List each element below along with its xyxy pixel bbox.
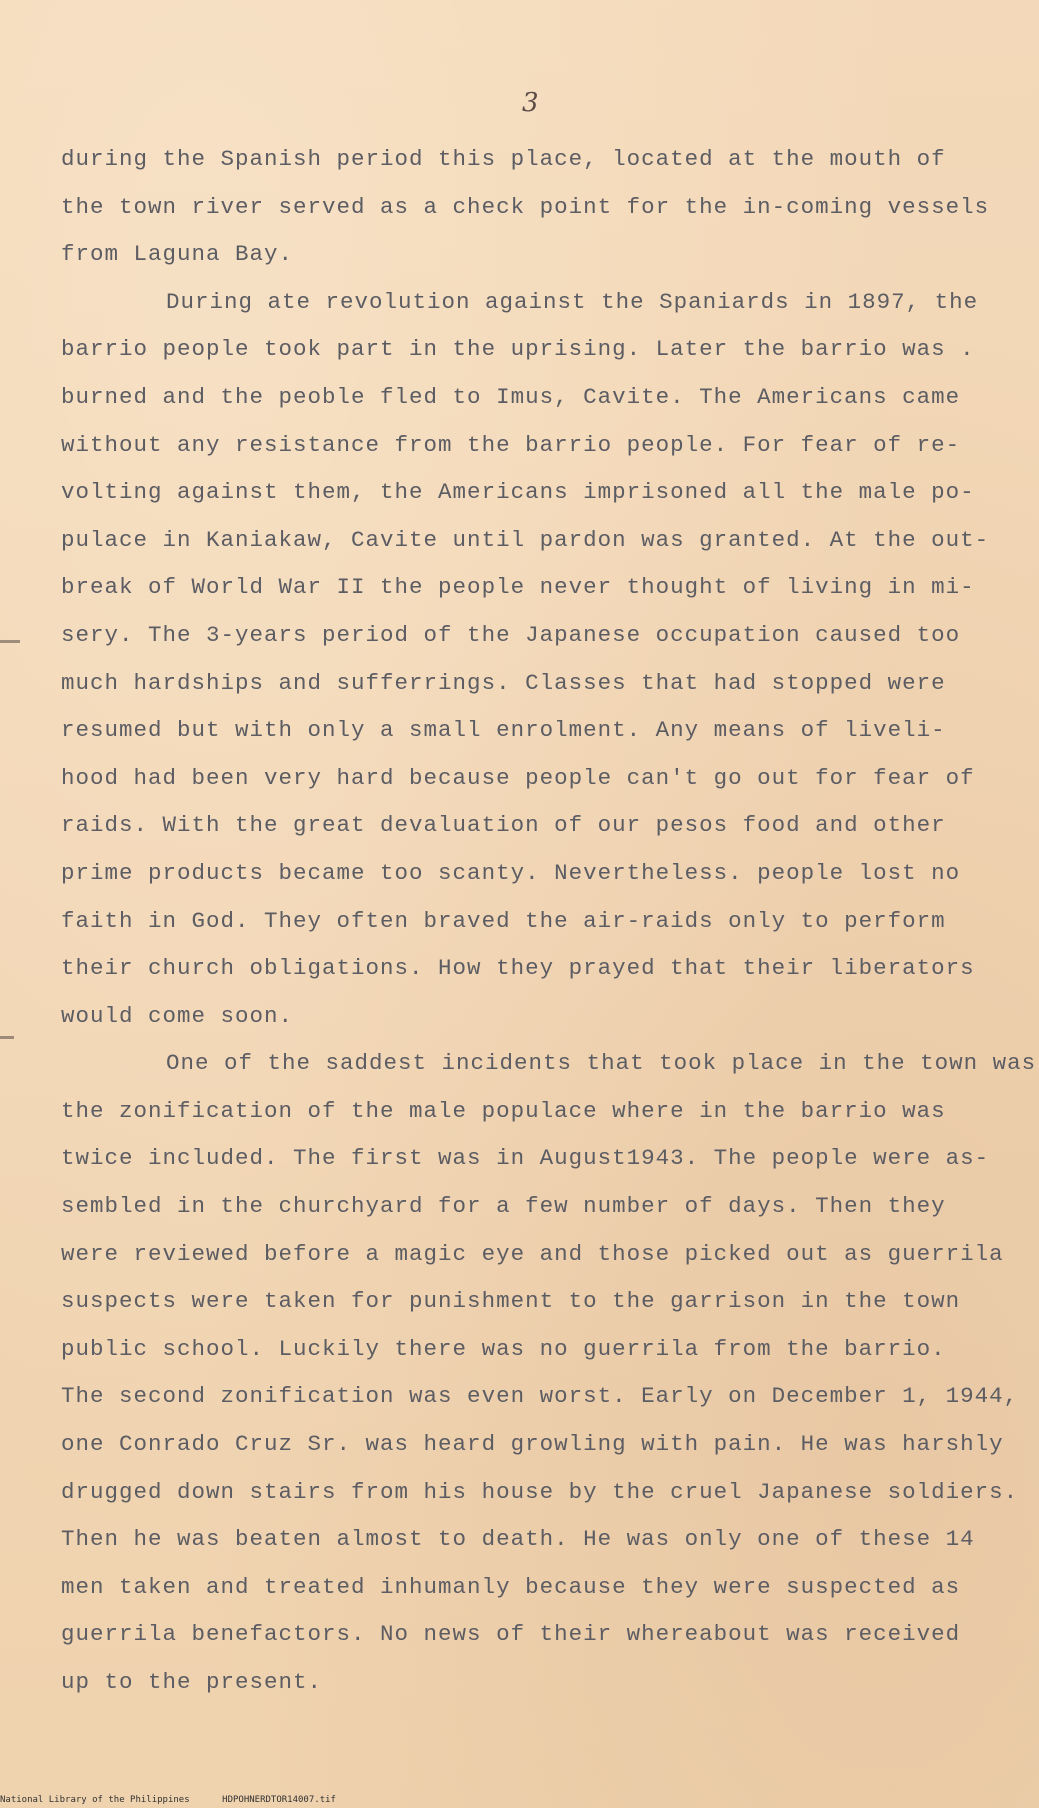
- text-line: The second zonification was even worst. Early on December 1, 1944,: [61, 1383, 1019, 1410]
- text-line: one Conrado Cruz Sr. was heard growling with pain. He was harshly: [61, 1431, 1004, 1458]
- text-line: burned and the peoble fled to Imus, Cavite. The Americans came: [61, 383, 961, 410]
- text-line: sembled in the churchyard for a few number of days. Then they: [61, 1193, 946, 1220]
- margin-mark: [0, 1036, 14, 1039]
- body-text: [61, 144, 1037, 1715]
- paragraph: [61, 144, 1011, 287]
- text-line: the town river served as a check point for the in-coming vessels: [61, 193, 990, 220]
- paragraph: [61, 1048, 1037, 1714]
- text-line: their church obligations. How they prayed that their liberators: [61, 955, 975, 982]
- paragraph: [61, 287, 1011, 1049]
- text-line: public school. Luckily there was no guerrila from the barrio.: [61, 1335, 946, 1362]
- text-line: from Laguna Bay.: [61, 241, 294, 268]
- text-line: would come soon.: [61, 1002, 294, 1029]
- text-line: up to the present.: [61, 1669, 323, 1695]
- text-line: men taken and treated inhumanly because they were suspected as: [61, 1573, 961, 1600]
- footer-caption: National Library of the Philippines HDPOHNERDTOR14007.tif: [0, 1795, 336, 1805]
- text-line: were reviewed before a magic eye and those picked out as guerrila: [61, 1240, 1004, 1267]
- text-line: resumed but with only a small enrolment. Any means of liveli-: [61, 717, 946, 744]
- text-line: faith in God. They often braved the air-raids only to perform: [61, 907, 946, 934]
- text-line: barrio people took part in the uprising. Later the barrio was .: [61, 336, 975, 363]
- page-number: 3: [522, 88, 539, 118]
- text-line: much hardships and sufferrings. Classes that had stopped were: [61, 669, 946, 696]
- text-line: volting against them, the Americans imprisoned all the male po-: [61, 479, 975, 506]
- text-line: the zonification of the male populace where in the barrio was: [61, 1097, 946, 1124]
- text-line: During ate revolution against the Spaniards in 1897, the: [166, 288, 979, 315]
- text-line: hood had been very hard because people can't go out for fear of: [61, 764, 975, 791]
- text-line: drugged down stairs from his house by the cruel Japanese soldiers.: [61, 1478, 1019, 1505]
- margin-mark: [0, 640, 20, 643]
- text-line: break of World War II the people never thought of living in mi-: [61, 574, 975, 601]
- text-line: pulace in Kaniakaw, Cavite until pardon was granted. At the out-: [61, 526, 990, 553]
- text-line: sery. The 3-years period of the Japanese occupation caused too: [61, 621, 961, 648]
- text-line: without any resistance from the barrio people. For fear of re-: [61, 431, 961, 458]
- text-line: One of the saddest incidents that took place in the town was: [166, 1050, 1037, 1077]
- text-line: raids. With the great devaluation of our pesos food and other: [61, 812, 946, 839]
- text-line: during the Spanish period this place, located at the mouth of: [61, 146, 946, 172]
- text-line: suspects were taken for punishment to the garrison in the town: [61, 1288, 961, 1315]
- text-line: guerrila benefactors. No news of their whereabout was received: [61, 1621, 961, 1648]
- text-line: twice included. The first was in August1943. The people were as-: [61, 1145, 990, 1172]
- text-line: Then he was beaten almost to death. He was only one of these 14: [61, 1526, 975, 1553]
- text-line: prime products became too scanty. Nevertheless. people lost no: [61, 859, 961, 886]
